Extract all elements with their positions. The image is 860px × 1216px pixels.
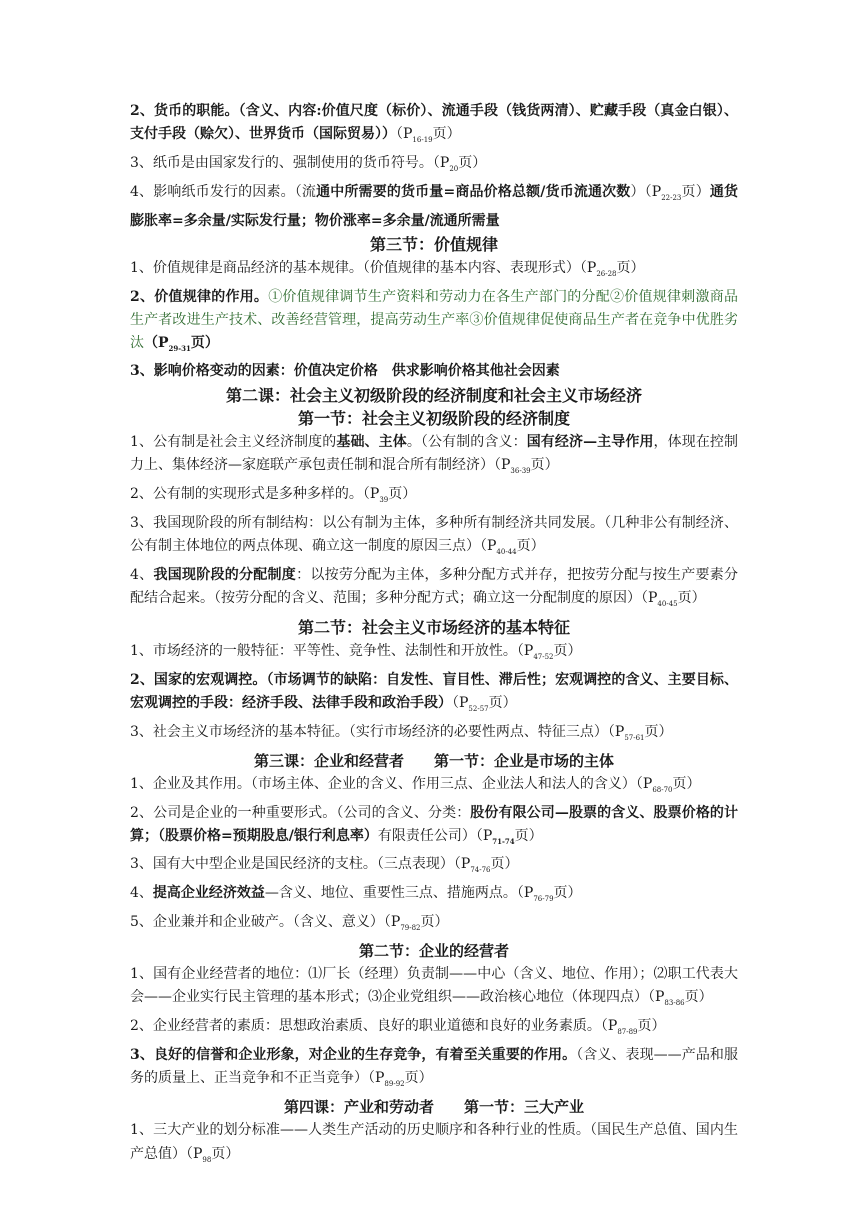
para-ownership-structure: 3、我国现阶段的所有制结构：以公有制为主体，多种所有制经济共同发展。（几种非公有制经济、公有制主体地位的两点体现、确立这一制度的原因三点）（$P_{40-44}$页） [130, 514, 738, 556]
para-manager-quality: 2、企业经营者的素质：思想政治素质、良好的职业道德和良好的业务素质。（$P_{87-89}$页） [130, 1018, 666, 1037]
heading-lesson-3: 第三课：企业和经营者 第一节：企业是市场的主体 [253, 751, 614, 770]
para-public-ownership-forms: 2、公有制的实现形式是多种多样的。（$P_{39}$页） [130, 485, 417, 504]
document-page [130, 100, 738, 1172]
heading-lesson-2-section-2: 第二节：社会主义市场经济的基本特征 [297, 618, 570, 638]
heading-lesson-3-section-2: 第二节：企业的经营者 [358, 942, 509, 961]
para-distribution-system: 4、我国现阶段的分配制度：以按劳分配为主体，多种分配方式并存，把按劳分配与按生产要素分配结合起来。（按劳分配的含义、范围；多种分配方式；确立这一分配制度的原因）（$P_{40-45}$页） [130, 566, 738, 608]
para-macro-control: 2、国家的宏观调控。（市场调节的缺陷：自发性、盲目性、滞后性；宏观调控的含义、主要目标、宏观调控的手段：经济手段、法律手段和政治手段）（$P_{52-57}$页） [130, 671, 738, 713]
heading-law-of-value: 第三节：价值规律 [369, 235, 498, 255]
para-reputation: 3、良好的信誉和企业形象，对企业的生存竞争，有着至关重要的作用。（含义、表现——产品和服务的质量上、正当竞争和不正当竞争）（$P_{89-92}$页） [130, 1047, 738, 1089]
heading-lesson-2: 第二课：社会主义初级阶段的经济制度和社会主义市场经济 [225, 385, 642, 405]
para-law-of-value-basic: 1、价值规律是商品经济的基本规律。（价值规律的基本内容、表现形式）（$P_{26-28}$页） [130, 259, 645, 278]
para-paper-money-factors: 4、影响纸币发行的因素。（流通中所需要的货币量=商品价格总额/货币流通次数）（$P_{22-23}$页）通货膨胀率=多余量/实际发行量；物价涨率=多余量/流通所需量 [130, 184, 739, 230]
para-public-ownership: 1、公有制是社会主义经济制度的基础、主体。（公有制的含义：国有经济—主导作用，体现在控制力上、集体经济—家庭联产承包责任制和混合所有制经济）（$P_{36-39}$页） [130, 433, 739, 475]
para-law-of-value-role: 2、价值规律的作用。①价值规律调节生产资料和劳动力在各生产部门的分配②价值规律刺激商品生产者改进生产技术、改善经营管理，提高劳动生产率③价值规律促使商品生产者在竞争中优胜劣汰（$P_{29-31}$页） [130, 288, 738, 354]
para-socialist-market-features: 3、社会主义市场经济的基本特征。（实行市场经济的必要性两点、特征三点）（$P_{57-61}$页） [130, 723, 673, 742]
para-market-features: 1、市场经济的一般特征：平等性、竞争性、法制性和开放性。（$P_{47-52}$页） [130, 642, 582, 661]
para-currency-functions: 2、货币的职能。（含义、内容:价值尺度（标价）、流通手段（钱货两清）、贮藏手段（真金白银）、支付手段（赊欠）、世界货币（国际贸易））（$P_{16-19}$页） [130, 103, 738, 144]
para-state-enterprises: 3、国有大中型企业是国民经济的支柱。（三点表现）（$P_{74-76}$页） [130, 856, 519, 874]
para-economic-efficiency: 4、提高企业经济效益—含义、地位、重要性三点、措施两点。（$P_{76-79}$页） [130, 885, 582, 903]
para-three-industries: 1、三大产业的划分标准——人类生产活动的历史顺序和各种行业的性质。（国民生产总值、国内生产总值）（$P_{98}$页） [130, 1122, 738, 1164]
para-merger-bankruptcy: 5、企业兼并和企业破产。（含义、意义）（$P_{79-82}$页） [130, 914, 449, 932]
para-manager-status: 1、国有企业经营者的地位：⑴厂长（经理）负责制——中心（含义、地位、作用）；⑵职工代表大会——企业实行民主管理的基本形式；⑶企业党组织——政治核心地位（体现四点）（$P_{83-86}$页） [130, 966, 738, 1008]
para-company-form: 2、公司是企业的一种重要形式。（公司的含义、分类：股份有限公司—股票的含义、股票价格的计算；（股票价格=预期股息/银行利息率）有限责任公司）（$P_{71-74}$页） [130, 804, 739, 846]
heading-lesson-4: 第四课：产业和劳动者 第一节：三大产业 [283, 1098, 584, 1117]
heading-lesson-2-section-1: 第一节：社会主义初级阶段的经济制度 [297, 409, 570, 429]
para-price-factors: 3、影响价格变动的因素：价值决定价格 供求影响价格其他社会因素 [130, 363, 560, 380]
para-enterprise-role: 1、企业及其作用。（市场主体、企业的含义、作用三点、企业法人和法人的含义）（$P_{68-70}$页） [130, 775, 701, 794]
para-paper-money: 3、纸币是由国家发行的、强制使用的货币符号。（$P_{20}$页） [130, 155, 487, 173]
